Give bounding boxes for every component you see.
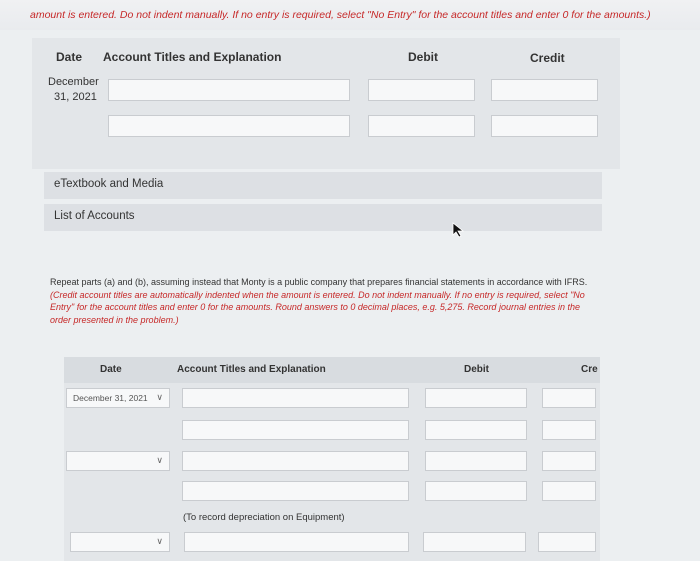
- header2-debit: Debit: [464, 364, 489, 375]
- header-account-titles: Account Titles and Explanation: [103, 50, 282, 64]
- debit2-input-2[interactable]: [425, 420, 527, 440]
- account-title2-input-5[interactable]: [184, 532, 409, 552]
- credit2-input-2[interactable]: [542, 420, 596, 440]
- date-select-1[interactable]: [66, 388, 170, 408]
- cursor-arrow-icon: [452, 222, 466, 238]
- credit2-input-4[interactable]: [542, 481, 596, 501]
- journal-table-2-header: [64, 357, 600, 383]
- debit-input-1[interactable]: [368, 79, 475, 101]
- entry-date-month: December: [48, 76, 99, 88]
- account-title-input-1[interactable]: [108, 79, 350, 101]
- chevron-down-icon: ∨: [156, 536, 163, 546]
- debit2-input-1[interactable]: [425, 388, 527, 408]
- account-title2-input-4[interactable]: [182, 481, 409, 501]
- date-select-1-value: December 31, 2021: [73, 393, 148, 403]
- credit2-input-3[interactable]: [542, 451, 596, 471]
- account-title2-input-1[interactable]: [182, 388, 409, 408]
- debit2-input-5[interactable]: [423, 532, 526, 552]
- entry-date-day-year: 31, 2021: [54, 91, 97, 103]
- account-title2-input-3[interactable]: [182, 451, 409, 471]
- entry-note: (To record depreciation on Equipment): [183, 512, 345, 523]
- account-title2-input-2[interactable]: [182, 420, 409, 440]
- header-credit: Credit: [530, 51, 565, 65]
- credit2-input-5[interactable]: [538, 532, 596, 552]
- debit2-input-4[interactable]: [425, 481, 527, 501]
- chevron-down-icon: ∨: [156, 392, 163, 402]
- account-title-input-2[interactable]: [108, 115, 350, 137]
- instruction-text: amount is entered. Do not indent manually. If no entry is required, select "No Entry" for the account titles and enter 0 for the amounts.): [30, 9, 651, 21]
- header2-credit: Cre: [581, 364, 598, 375]
- entry-date: [48, 75, 99, 105]
- etextbook-link[interactable]: eTextbook and Media: [44, 172, 602, 199]
- credit-input-1[interactable]: [491, 79, 598, 101]
- header2-date: Date: [100, 364, 122, 375]
- date-select-3[interactable]: [70, 532, 170, 552]
- debit-input-2[interactable]: [368, 115, 475, 137]
- header-date: Date: [56, 50, 83, 64]
- repeat-instruction-plain: Repeat parts (a) and (b), assuming instead that Monty is a public company that prepares financial statements in accordance with IFRS.: [50, 277, 588, 287]
- header2-account-titles: Account Titles and Explanation: [177, 364, 326, 375]
- debit2-input-3[interactable]: [425, 451, 527, 471]
- credit2-input-1[interactable]: [542, 388, 596, 408]
- repeat-instruction: [50, 276, 595, 326]
- header-debit: Debit: [408, 50, 438, 64]
- repeat-instruction-red: (Credit account titles are automatically indented when the amount is entered. Do not indent manually. If no entry is required, select "No Entry" for the account titles and enter 0 for the amounts. Round answers to 0 decimal places, e.g. 5,275. Record journal entries in the order presented in the problem.): [50, 289, 585, 325]
- credit-input-2[interactable]: [491, 115, 598, 137]
- list-of-accounts-link[interactable]: List of Accounts: [44, 204, 602, 231]
- date-select-2[interactable]: [66, 451, 170, 471]
- chevron-down-icon: ∨: [156, 455, 163, 465]
